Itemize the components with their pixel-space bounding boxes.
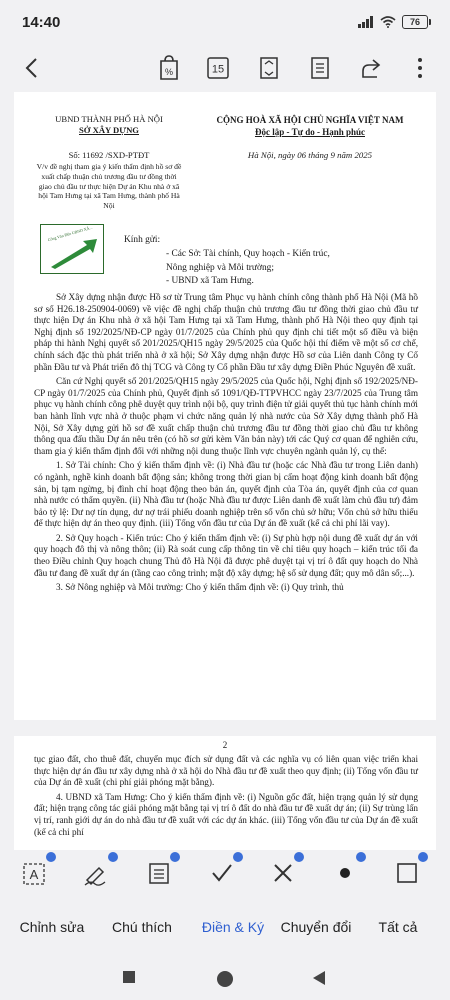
document-page-1	[14, 92, 436, 720]
dot-icon[interactable]	[330, 858, 360, 888]
document-subject: V/v đề nghị tham gia ý kiến thẩm định hồ sơ đề xuất chấp thuận chủ trương đầu tư đồng thời giao chủ đầu tư thực hiện Dự án Khu nhà ở xã hội Tam Hưng tại xã Tam Hưng, thành phố Hà Nội	[36, 162, 182, 211]
document-body-page-2	[34, 754, 418, 841]
rectangle-icon[interactable]	[392, 858, 422, 888]
system-nav-bar	[0, 960, 450, 1000]
calendar-day-icon[interactable]	[204, 54, 232, 82]
tab-convert[interactable]: Chuyển đổi	[280, 918, 352, 935]
premium-badge-icon	[418, 852, 428, 862]
battery-icon: 76	[402, 15, 428, 29]
more-vertical-icon[interactable]	[406, 54, 434, 82]
body-paragraph: Sở Xây dựng nhận được Hồ sơ từ Trung tâm Phục vụ hành chính công thành phố Hà Nội (Mã hồ sơ số H26.18-250904-0069) về việc đề nghị chấp thuận chủ trương đầu tư đồng thời giao chủ đầu tư thực hiện Dự án Khu nhà ở xã hội Tam Hưng tại xã Tam Hưng, thành phố Hà Nội theo quy định tại Nghị định số 192/2025/NĐ-CP ngày 01/7/2025 của Chính phủ quy định chi tiết một số điều và biện pháp thi hành Nghị quyết số 201/2025/QH15 ngày 29/5/2025 của Quốc hội thí điểm về một số cơ chế, chính sách đặc thù phát triển nhà ở xã hội; Sở Xây dựng nhận được Hồ sơ của Liên danh Công ty Cổ phần Đầu tư và Phát triển đô thị TCG và Công ty Cổ phần Đầu tư xây dựng Điền Phúc Nguyên đề xuất.	[34, 292, 418, 372]
issuer-dept: SỞ XÂY DỰNG	[79, 125, 139, 135]
fill-sign-tools	[0, 850, 450, 894]
home-icon[interactable]	[216, 970, 234, 993]
body-paragraph: Căn cứ Nghị quyết số 201/2025/QH15 ngày 29/5/2025 của Quốc hội, Nghị định số 192/2025/NĐ-CP ngày 01/7/2025 của Chính phủ, Quyết định số 1091/QĐ-TTPVHCC ngày 23/7/2025 của Trung tâm phục vụ hành chính công phê duyệt quy trình nội bộ, quy trình điện tử giải quyết thủ tục hành chính mới ban hành lĩnh vực nhà ở thuộc phạm vi chức năng quản lý nhà nước của Sở Xây dựng thành phố Hà Nội, Sở Xây dựng gửi hồ sơ đề xuất chấp thuận chủ trương đầu tư đồng thời giao chủ đầu tư không thông qua đấu thầu Dự án nêu trên (có hồ sơ gửi kèm Văn bản này) tới các Quý cơ quan để nghiên cứu, tham gia ý kiến thẩm định đối với những nội dung thuộc lĩnh vực chuyên ngành quản lý, cụ thể:	[34, 376, 418, 456]
tab-fill-sign[interactable]: Điền & Ký	[201, 918, 265, 935]
premium-badge-icon	[170, 852, 180, 862]
text-box-icon[interactable]	[20, 858, 50, 888]
stamp-text: Công Văn Đến UBND XÃ...	[47, 224, 93, 243]
recipient-line: - UBND xã Tam Hưng.	[166, 276, 254, 286]
received-stamp	[40, 224, 104, 274]
document-body	[34, 292, 418, 597]
tab-all[interactable]: Tất cả	[378, 918, 418, 935]
checkmark-icon[interactable]	[207, 858, 237, 888]
issuer-header	[34, 114, 184, 136]
issuer-org: UBND THÀNH PHỐ HÀ NỘI	[55, 114, 163, 124]
national-motto: Độc lập - Tự do - Hạnh phúc	[254, 127, 365, 137]
addressee-label: Kính gửi:	[124, 235, 161, 245]
page-number: 2	[222, 740, 228, 750]
svg-text:%: %	[164, 67, 174, 77]
cross-mark-icon[interactable]	[268, 858, 298, 888]
body-paragraph: tục giao đất, cho thuê đất, chuyển mục đích sử dụng đất và các nghĩa vụ có liên quan việc triển khai thực hiện dự án đầu tư xây dựng nhà ở xã hội do Nhà đầu tư đề xuất theo quy định; (ii) Tổng vốn đầu tư của Dự án đề xuất (chi phí giải phóng mặt bằng).	[34, 754, 418, 788]
premium-badge-icon	[356, 852, 366, 862]
status-bar	[0, 0, 450, 44]
svg-text:15: 15	[211, 63, 225, 76]
recipients-list	[166, 248, 416, 289]
recent-apps-icon[interactable]	[122, 970, 136, 989]
discount-tag-icon[interactable]	[155, 54, 183, 82]
bottom-tab-bar	[0, 894, 450, 960]
recipient-line: Nông nghiệp và Môi trường;	[166, 262, 274, 273]
document-list-icon[interactable]	[306, 54, 334, 82]
premium-badge-icon	[108, 852, 118, 862]
body-paragraph: 1. Sở Tài chính: Cho ý kiến thẩm định về: (i) Nhà đầu tư (hoặc các Nhà đầu tư trong Liên danh) có ngành, nghề kinh doanh bất động sản; không trong thời gian bị cấm hoạt động kinh doanh bất động sản, bị tạm ngừng, bị đình chỉ hoạt động theo bản án, quyết định của Tòa án, quyết định của cơ quan nhà nước có thẩm quyền. (ii) Nhà đầu tư (hoặc Nhà đầu tư được Liên danh đề xuất làm chủ đầu tư) đảm bảo tỷ lệ: Dư nợ tín dụng, dư nợ trái phiếu doanh nghiệp trên số vốn chủ sở hữu; Vốn chủ sở hữu thiểu để thực hiện dự án theo quy định. (iii) Tổng vốn đầu tư của Dự án đề xuất (kể cả chi phí lãi vay).	[34, 460, 418, 529]
tab-annotate[interactable]: Chú thích	[112, 918, 172, 935]
tab-edit[interactable]: Chỉnh sửa	[19, 918, 85, 935]
reference-number: Số: 11692 /SXD-PTĐT	[68, 150, 150, 160]
status-icons	[358, 15, 428, 29]
back-nav-icon[interactable]	[312, 970, 326, 991]
signature-pen-icon[interactable]	[82, 858, 112, 888]
body-paragraph: 4. UBND xã Tam Hưng: Cho ý kiến thẩm định về: (i) Nguồn gốc đất, hiện trạng quản lý sử dụng đất; hiện trạng công tác giải phóng mặt bằng tại vị trí ô đất do nhà đầu tư đề xuất dự án; (ii) Sự trùng lấn vị trí, ranh giới dự án do nhà đầu tư đề xuất với các dự án khác. (iii) Tổng vốn đầu tư của Dự án đề xuất (kể cả chi phí	[34, 791, 418, 837]
form-fields-icon[interactable]	[144, 858, 174, 888]
date-line: Hà Nội, ngày 06 tháng 9 năm 2025	[247, 150, 373, 160]
svg-text:A: A	[29, 867, 39, 882]
premium-badge-icon	[294, 852, 304, 862]
wifi-icon	[380, 16, 396, 28]
national-header	[192, 114, 428, 138]
back-arrow-icon[interactable]	[18, 54, 46, 82]
body-paragraph: 2. Sở Quy hoạch - Kiến trúc: Cho ý kiến thẩm định về: (i) Sự phù hợp nội dung đề xuất dự án với quy hoạch đô thị và nông thôn; (ii) Rà soát cung cấp thông tin về chỉ tiêu quy hoạch – kiến trúc tối đa theo Điều chỉnh Quy hoạch chung Thủ đô Hà Nội đã được phê duyệt tại vị trí ô đất quy hoạch do Nhà đầu tư đang đề xuất dự án (tầng cao công trình; mật độ xây dựng; hệ số sử dụng đất; quy mô dân số;...).	[34, 532, 418, 578]
signal-icon	[358, 16, 374, 28]
recipient-line: - Các Sở: Tài chính, Quy hoạch - Kiến trúc,	[166, 249, 330, 259]
body-paragraph: 3. Sở Nông nghiệp và Môi trường: Cho ý kiến thẩm định về: (i) Quy trình, thủ	[56, 582, 344, 593]
premium-badge-icon	[233, 852, 243, 862]
fit-page-icon[interactable]	[255, 54, 283, 82]
premium-badge-icon	[46, 852, 56, 862]
national-title: CỘNG HOÀ XÃ HỘI CHỦ NGHĨA VIỆT NAM	[216, 115, 404, 125]
share-icon[interactable]	[357, 54, 385, 82]
status-time: 14:40	[22, 13, 61, 31]
top-toolbar	[0, 44, 450, 92]
document-viewer[interactable]	[0, 92, 450, 892]
